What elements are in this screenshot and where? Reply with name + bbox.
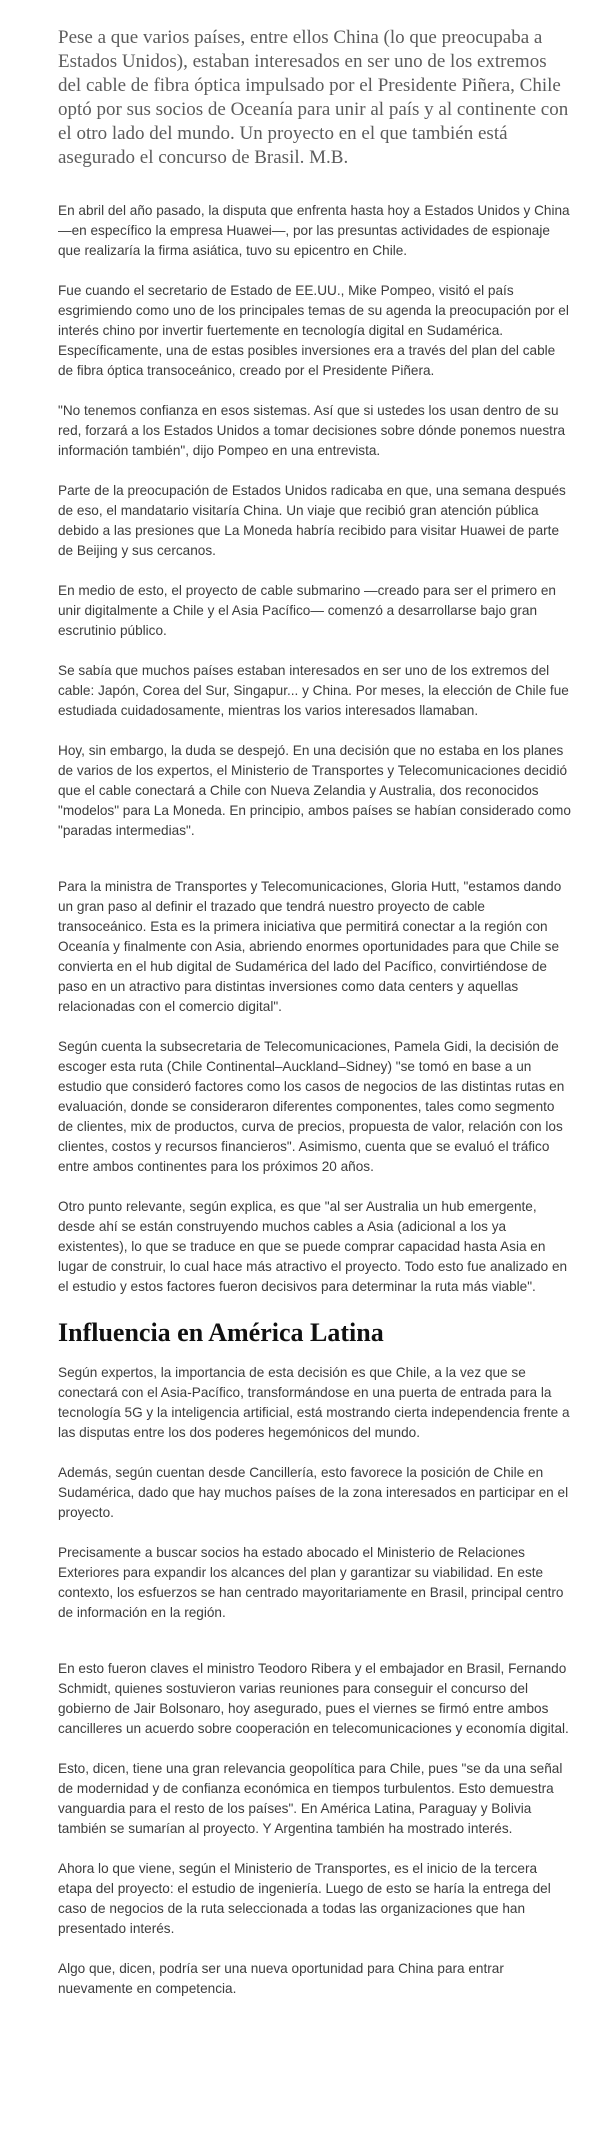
article-lead: Pese a que varios países, entre ellos China (lo que preocupaba a Estados Unidos), estaban interesados en ser uno de los extremos del cable de fibra óptica impulsado por el Presidente Piñera, Chile optó por sus socios de Oceanía para unir al país y al continente con el otro lado del mundo. Un proyecto en el que también está asegurado el concurso de Brasil. M.B. — [58, 27, 569, 168]
paragraph: Algo que, dicen, podría ser una nueva oportunidad para China para entrar nuevamente en competencia. — [58, 1961, 504, 1996]
paragraph: Parte de la preocupación de Estados Unidos radicaba en que, una semana después de eso, el mandatario visitaría China. Un viaje que recibió gran atención pública debido a las presiones que La Moneda habría recibido para visitar Huawei de parte de Beijing y sus cercanos. — [58, 483, 566, 558]
paragraph: Otro punto relevante, según explica, es que "al ser Australia un hub emergente, desde ahí se están construyendo muchos cables a Asia (adicional a los ya existentes), lo que se traduce en que se puede comprar capacidad hasta Asia en lugar de construir, lo cual hace más atractivo el proyecto. Todo esto fue analizado en el estudio y estos factores fueron decisivos para determinar la ruta más viable". — [58, 1199, 568, 1294]
section-heading: Influencia en América Latina — [58, 1318, 384, 1347]
paragraph: Además, según cuentan desde Cancillería, esto favorece la posición de Chile en Sudamérica, dado que hay muchos países de la zona interesados en participar en el proyecto. — [58, 1465, 569, 1520]
paragraph: En esto fueron claves el ministro Teodoro Ribera y el embajador en Brasil, Fernando Schmidt, quienes sostuvieron varias reuniones para conseguir el concurso del gobierno de Jair Bolsonaro, hoy asegurado, pues el viernes se firmó entre ambos cancilleres un acuerdo sobre cooperación en telecomunicaciones y economía digital. — [58, 1661, 569, 1736]
paragraph: Según expertos, la importancia de esta decisión es que Chile, a la vez que se conectará con el Asia-Pacífico, transformándose en una puerta de entrada para la tecnología 5G y la inteligencia artificial, está mostrando cierta independencia frente a las disputas entre los dos poderes hegemónicos del mundo. — [58, 1365, 570, 1440]
paragraph: En medio de esto, el proyecto de cable submarino —creado para ser el primero en unir digitalmente a Chile y el Asia Pacífico— comenzó a desarrollarse bajo gran escrutinio público. — [58, 583, 556, 638]
paragraph: En abril del año pasado, la disputa que enfrenta hasta hoy a Estados Unidos y China —en específico la empresa Huawei—, por las presuntas actividades de espionaje que realizaría la firma asiática, tuvo su epicentro en Chile. — [58, 203, 570, 258]
paragraph: Para la ministra de Transportes y Telecomunicaciones, Gloria Hutt, "estamos dando un gran paso al definir el trazado que tendrá nuestro proyecto de cable transoceánico. Esta es la primera iniciativa que permitirá conectar a la región con Oceanía y finalmente con Asia, abriendo enormes oportunidades para que Chile se convierta en el hub digital de Sudamérica del lado del Pacífico, convirtiéndose de paso en un atractivo para distintas inversiones como data centers y aquellas relacionadas con el comercio digital". — [58, 879, 562, 1014]
paragraph: "No tenemos confianza en esos sistemas. Así que si ustedes los usan dentro de su red, forzará a los Estados Unidos a tomar decisiones sobre dónde ponemos nuestra información también", dijo Pompeo en una entrevista. — [58, 403, 566, 458]
article — [58, 26, 572, 2019]
paragraph: Esto, dicen, tiene una gran relevancia geopolítica para Chile, pues "se da una señal de modernidad y de confianza económica en tiempos turbulentos. Esto demuestra vanguardia para el resto de los países". En América Latina, Paraguay y Bolivia también se sumarían al proyecto. Y Argentina también ha mostrado interés. — [58, 1761, 563, 1836]
paragraph: Ahora lo que viene, según el Ministerio de Transportes, es el inicio de la tercera etapa del proyecto: el estudio de ingeniería. Luego de esto se haría la entrega del caso de negocios de la ruta seleccionada a todas las organizaciones que han presentado interés. — [58, 1861, 551, 1936]
paragraph: Fue cuando el secretario de Estado de EE.UU., Mike Pompeo, visitó el país esgrimiendo como uno de los principales temas de su agenda la preocupación por el interés chino por invertir fuertemente en tecnología digital en Sudamérica. Específicamente, una de estas posibles inversiones era a través del plan del cable de fibra óptica transoceánico, creado por el Presidente Piñera. — [58, 283, 569, 378]
paragraph: Precisamente a buscar socios ha estado abocado el Ministerio de Relaciones Exteriores para expandir los alcances del plan y garantizar su viabilidad. En este contexto, los esfuerzos se han centrado mayoritariamente en Brasil, principal centro de información en la región. — [58, 1545, 564, 1620]
paragraph: Según cuenta la subsecretaria de Telecomunicaciones, Pamela Gidi, la decisión de escoger esta ruta (Chile Continental–Auckland–Sidney) "se tomó en base a un estudio que consideró factores como los casos de negocios de las distintas rutas en evaluación, donde se consideraron diferentes componentes, tales como segmento de clientes, mix de productos, curva de precios, propuesta de valor, relación con los clientes, costos y recursos financieros". Asimismo, cuenta que se evaluó el tráfico entre ambos continentes para los próximos 20 años. — [58, 1039, 565, 1174]
paragraph: Se sabía que muchos países estaban interesados en ser uno de los extremos del cable: Japón, Corea del Sur, Singapur... y China. Por meses, la elección de Chile fue estudiada cuidadosamente, mientras los varios interesados llamaban. — [58, 663, 569, 718]
paragraph: Hoy, sin embargo, la duda se despejó. En una decisión que no estaba en los planes de varios de los expertos, el Ministerio de Transportes y Telecomunicaciones decidió que el cable conectará a Chile con Nueva Zelandia y Australia, dos reconocidos "modelos" para La Moneda. En principio, ambos países se habían considerado como "paradas intermedias". — [58, 743, 571, 838]
